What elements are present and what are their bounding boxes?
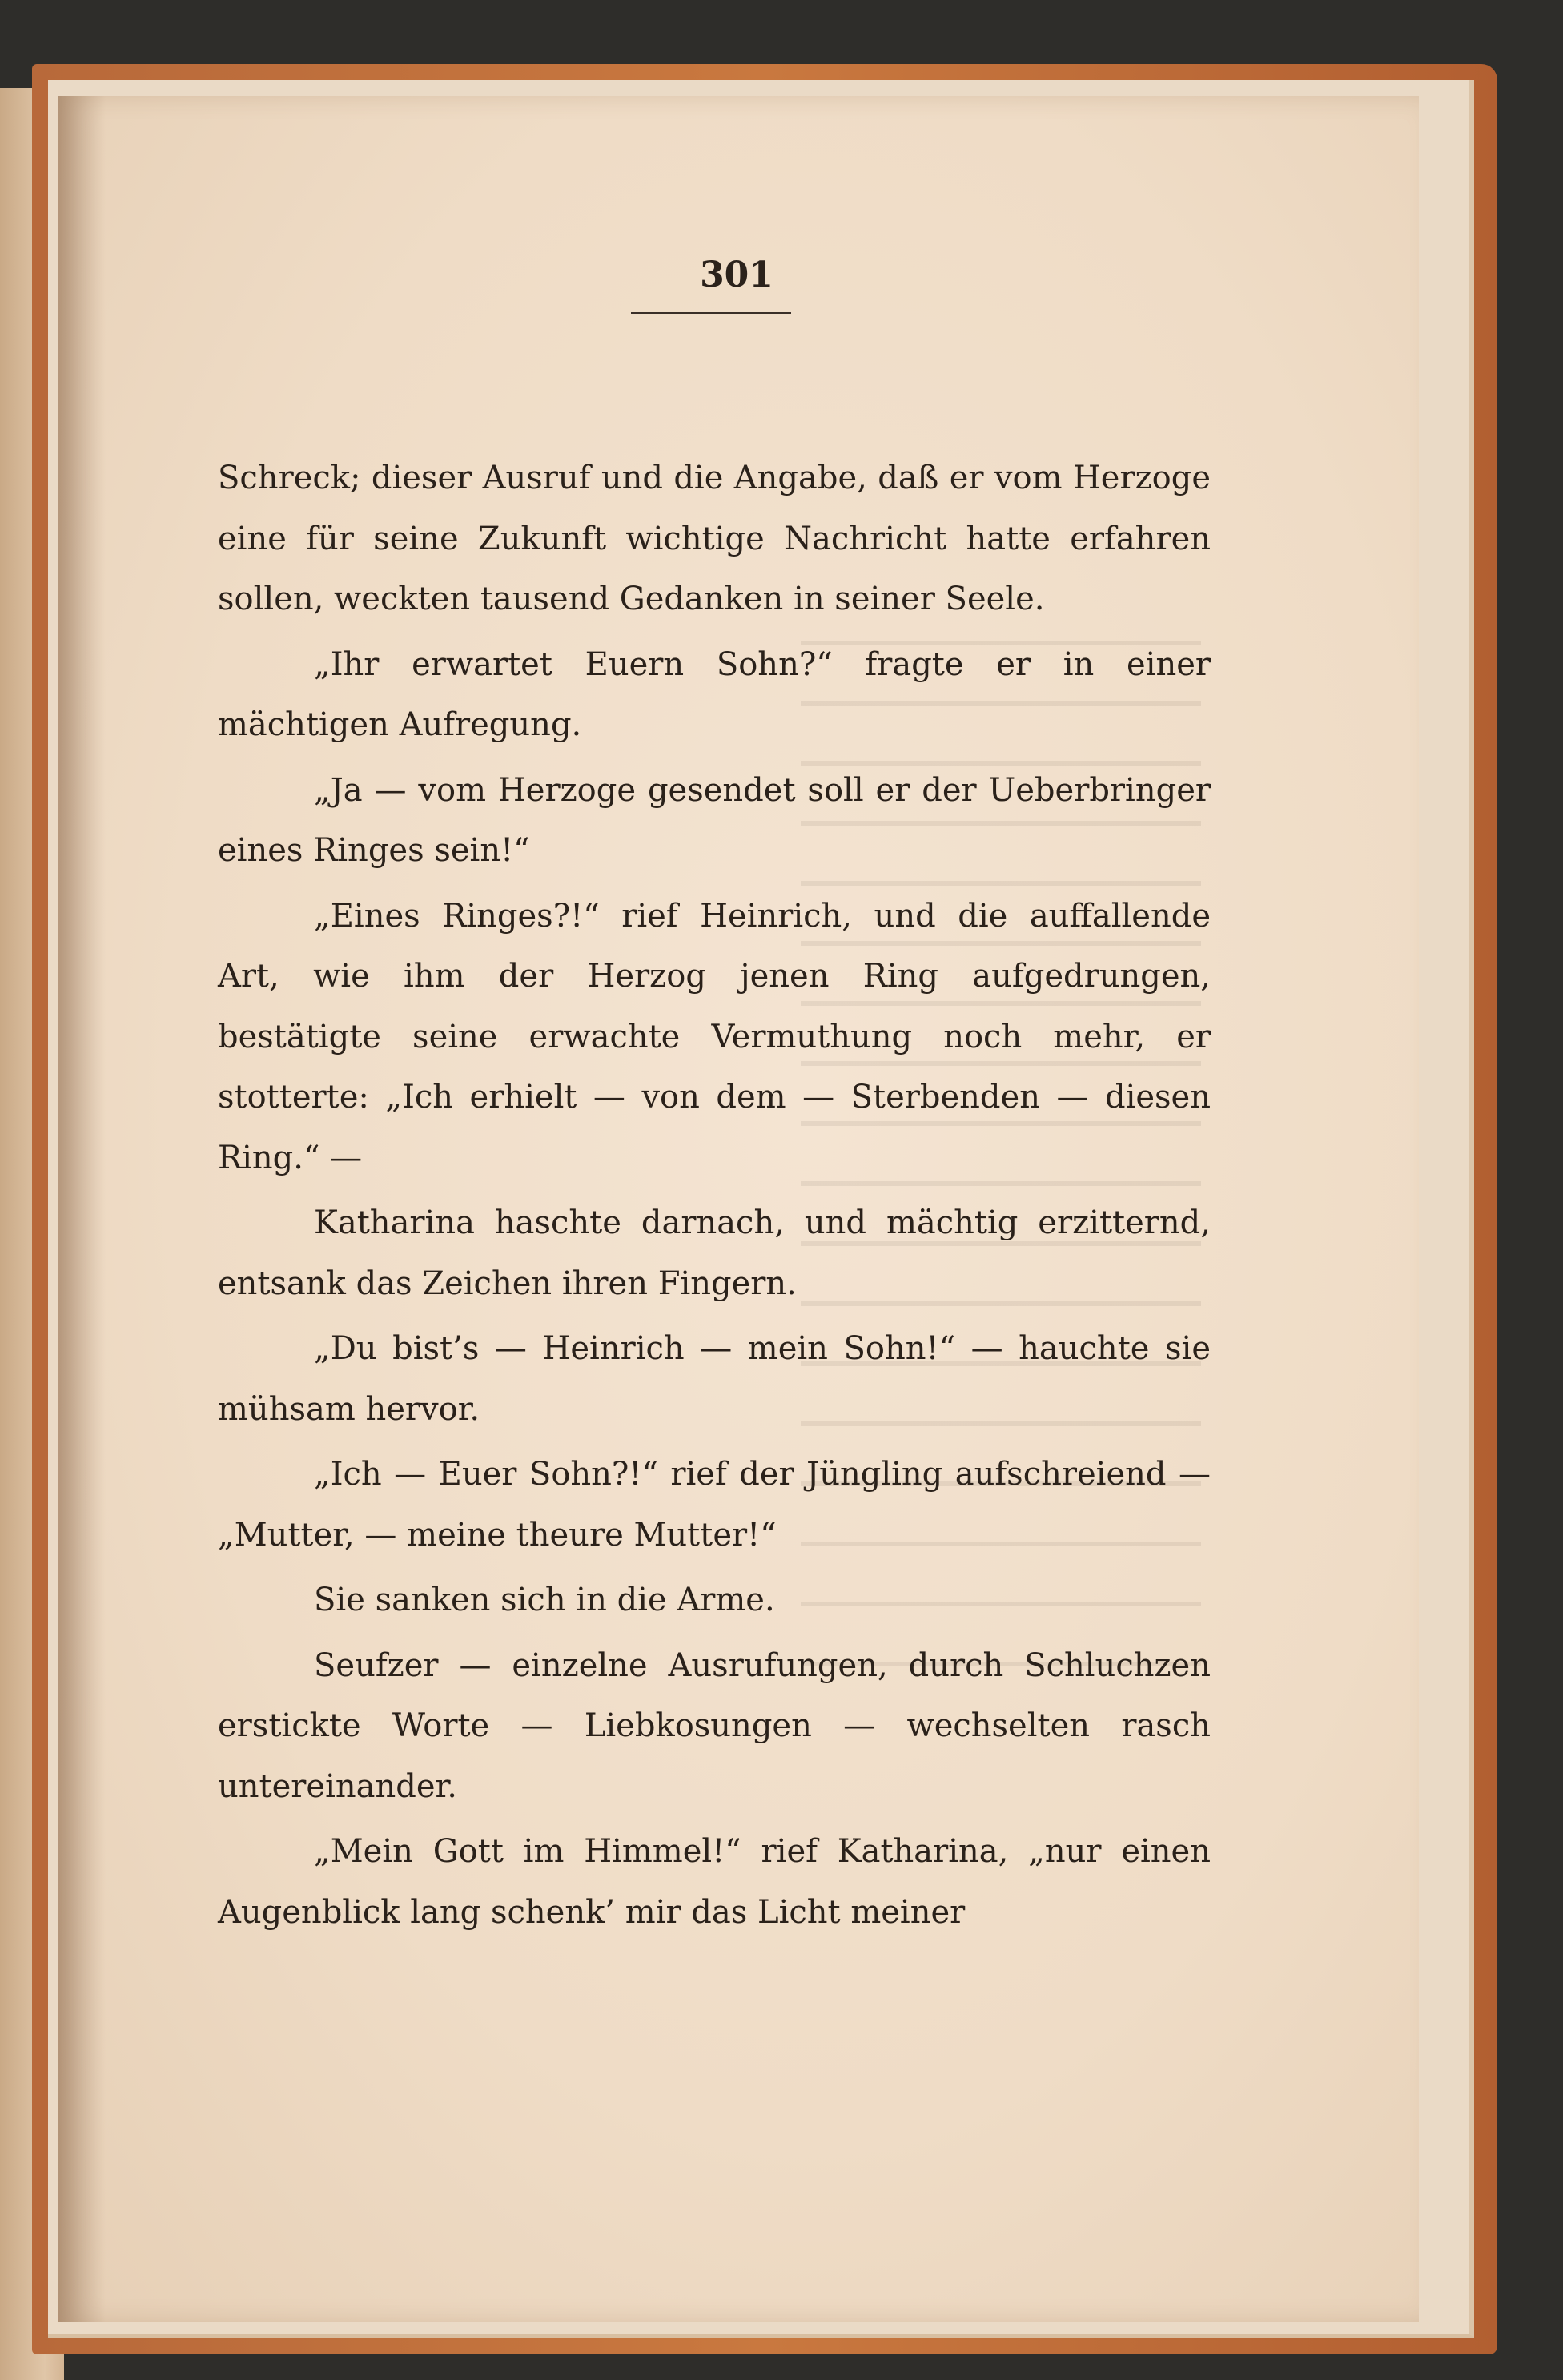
paragraph: „Eines Ringes?!“ rief Heinrich, und die auffallende Art, wie ihm der Herzog jenen Ring aufgedrungen, bestätigte seine erwachte Vermuthung noch mehr, er stotterte: „Ich erhielt — von dem — Sterbenden — diesen Ring.“ —	[218, 897, 1211, 1176]
paragraph: Seufzer — einzelne Ausrufungen, durch Schluchzen erstickte Worte — Liebkosungen — wechselten rasch untereinander.	[218, 1646, 1211, 1805]
page-number-rule	[631, 312, 791, 314]
paragraph: Sie sanken sich in die Arme.	[314, 1582, 775, 1618]
paragraph: „Ja — vom Herzoge gesendet soll er der Ueberbringer eines Ringes sein!“	[218, 771, 1211, 869]
gutter-shadow	[58, 96, 106, 2322]
paragraph: „Du bist’s — Heinrich — mein Sohn!“ — hauchte sie mühsam hervor.	[218, 1330, 1211, 1428]
page-number: 301	[700, 255, 773, 295]
body-text	[218, 448, 1211, 1948]
paragraph: Katharina haschte darnach, und mächtig erzitternd, entsank das Zeichen ihren Fingern.	[218, 1204, 1211, 1302]
paragraph: „Mein Gott im Himmel!“ rief Katharina, „nur einen Augenblick lang schenk’ mir das Licht meiner	[218, 1833, 1211, 1931]
paragraph: „Ich — Euer Sohn?!“ rief der Jüngling aufschreiend — „Mutter, — meine theure Mutter!“	[218, 1456, 1211, 1554]
paragraph: „Ihr erwartet Euern Sohn?“ fragte er in einer mächtigen Aufregung.	[218, 645, 1211, 743]
paragraph: Schreck; dieser Ausruf und die Angabe, daß er vom Herzoge eine für seine Zukunft wichtige Nachricht hatte erfahren sollen, weckten tausend Gedanken in seiner Seele.	[218, 460, 1211, 617]
